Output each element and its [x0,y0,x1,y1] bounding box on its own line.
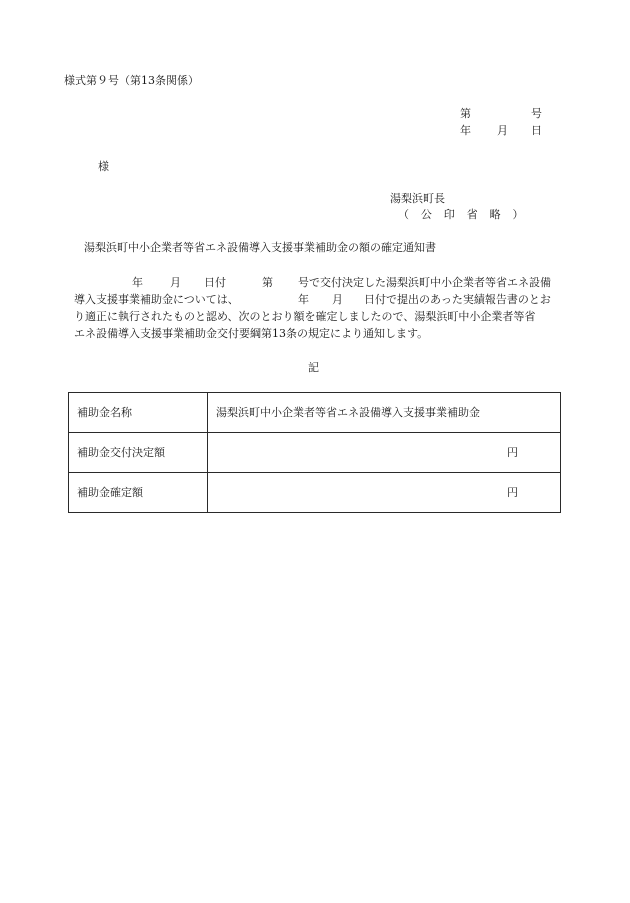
body-line1-month: 月 [170,276,181,289]
body-line-3 [74,311,564,325]
seal-omitted-note: （ 公 印 省 略 ） [398,208,528,221]
document-title: 湯梨浜町中小企業者等省エネ設備導入支援事業補助金の額の確定通知書 [84,241,436,254]
table-row [69,433,561,473]
body-line3-text: り適正に執行されたものと認め、次のとおり額を確定しましたので、湯梨浜町中小企業者等省 [74,310,536,323]
row-value [208,393,561,433]
body-line-2 [74,294,564,308]
date-year: 年 [460,124,471,137]
document-number-dai: 第 [460,107,471,120]
document-number-go: 号 [531,107,542,120]
body-line2-year: 年 [298,293,309,306]
date-day: 日 [531,124,542,137]
body-line2-text-b: 日付で提出のあった実績報告書のとお [364,293,551,306]
row-value [208,473,561,513]
row-label: 補助金交付決定額 [69,433,208,473]
subsidy-details-table [68,392,561,513]
body-line-1 [74,277,564,291]
ki-heading: 記 [308,361,319,374]
row-label: 補助金名称 [69,393,208,433]
row-value [208,433,561,473]
date-month: 月 [497,124,508,137]
row-label: 補助金確定額 [69,473,208,513]
addressee: 様 [98,160,109,173]
body-line1-text: 号で交付決定した湯梨浜町中小企業者等省エネ設備 [298,276,551,289]
body-line1-day: 日付 [204,276,226,289]
yen-unit: 円 [507,446,518,459]
document-number-row [460,108,542,122]
issuer-name: 湯梨浜町長 [390,192,445,205]
yen-unit: 円 [507,486,518,499]
body-line4-text: エネ設備導入支援事業補助金交付要綱第13条の規定により通知します。 [74,327,429,340]
body-line-4 [74,328,564,342]
table-row [69,473,561,513]
body-line2-text-a: 導入支援事業補助金については、 [74,293,239,306]
document-date-row [460,125,542,139]
subsidy-name-value: 湯梨浜町中小企業者等省エネ設備導入支援事業補助金 [216,406,480,419]
body-line1-dai: 第 [262,276,273,289]
table-row [69,393,561,433]
body-line2-month: 月 [332,293,343,306]
body-line1-year: 年 [132,276,143,289]
form-number: 様式第９号（第13条関係） [64,74,199,87]
